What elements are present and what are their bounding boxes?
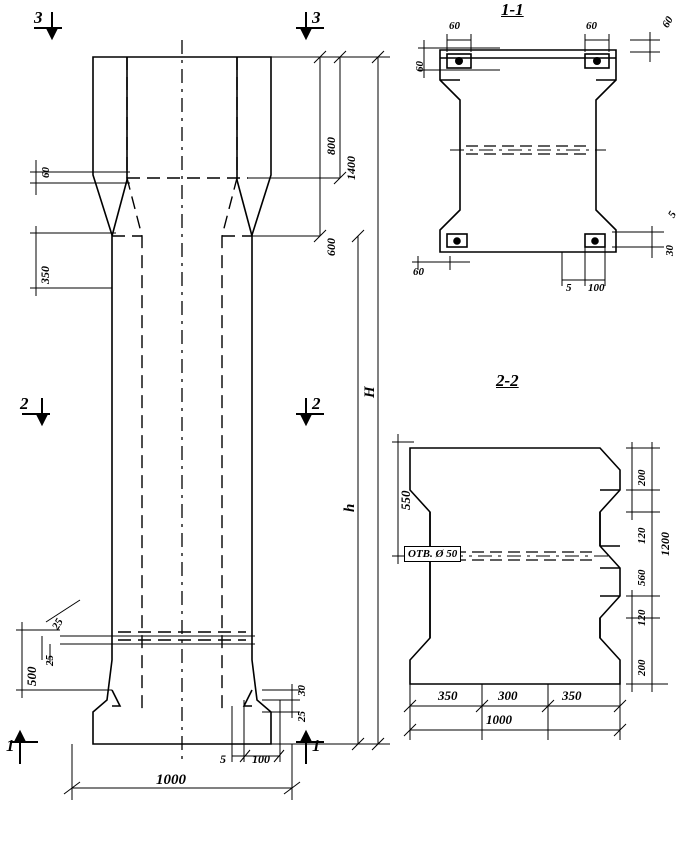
dim-30-s11-right: 30 <box>664 245 676 256</box>
section-mark-1-left: 1 <box>6 736 15 755</box>
dim-560-s22: 560 <box>636 569 648 586</box>
dim-200-s22-bottom: 200 <box>636 659 648 676</box>
dim-5-s11-bottom: 5 <box>566 282 572 294</box>
dim-h-front: h <box>342 503 358 512</box>
dim-H-front: H <box>362 386 378 398</box>
section-title-1-1: 1-1 <box>501 0 524 19</box>
dim-100-front: 100 <box>252 752 270 766</box>
section-mark-2-right: 2 <box>312 394 321 413</box>
dim-500-front: 500 <box>24 666 39 686</box>
section-mark-1-right: 1 <box>312 736 321 755</box>
dim-25-front-small: 25 <box>296 711 308 722</box>
dim-600-front: 600 <box>324 238 338 256</box>
section-mark-3-left: 3 <box>34 8 43 27</box>
section-title-2-2: 2-2 <box>496 371 519 390</box>
dim-60-s11-topright-h: 60 <box>586 20 597 32</box>
dim-550-s22: 550 <box>398 490 413 510</box>
dim-60-s11-topleft-v: 60 <box>414 61 426 72</box>
dim-60-s11-topright-v: 60 <box>660 14 676 30</box>
dim-350-s22-left: 350 <box>438 688 458 703</box>
dim-1400-front: 1400 <box>344 156 358 180</box>
hole-note-s22: ОТВ. Ø 50 <box>404 546 461 562</box>
section-mark-3-right: 3 <box>312 8 321 27</box>
dim-25-front-a: 25 <box>44 655 56 666</box>
dim-5-s11-right: 5 <box>666 209 680 220</box>
dim-100-s11-bottom: 100 <box>588 282 605 294</box>
dim-1000-s22: 1000 <box>486 712 512 727</box>
dim-120-s22-bottom: 120 <box>636 609 648 626</box>
dim-60-s11-bottomleft: 60 <box>413 266 424 278</box>
dim-800-front: 800 <box>324 137 338 155</box>
dim-300-s22: 300 <box>498 688 518 703</box>
dim-350-s22-right: 350 <box>562 688 582 703</box>
section-mark-2-left: 2 <box>20 394 29 413</box>
dim-1000-front: 1000 <box>156 772 186 788</box>
dim-25-front-b: 25 <box>50 616 66 632</box>
dim-60-top-front: 60 <box>40 167 52 178</box>
dim-350-front: 350 <box>38 266 52 284</box>
dim-120-s22-top: 120 <box>636 527 648 544</box>
dim-60-s11-topleft-h: 60 <box>449 20 460 32</box>
dim-30-front: 30 <box>296 685 308 696</box>
dim-1200-s22: 1200 <box>658 532 672 556</box>
dim-5-front: 5 <box>220 752 226 766</box>
dim-200-s22-top: 200 <box>636 469 648 486</box>
